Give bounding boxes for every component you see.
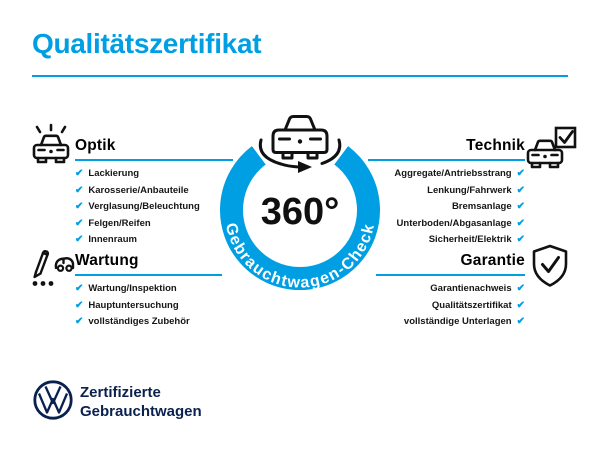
check-icon: ✔ xyxy=(75,217,84,229)
check-icon: ✔ xyxy=(516,217,525,229)
check-icon: ✔ xyxy=(516,283,525,294)
item-label: Hauptuntersuchung xyxy=(88,299,179,311)
check-icon: ✔ xyxy=(516,316,525,327)
section-title-technik: Technik xyxy=(466,137,525,154)
item-label: Unterboden/Abgasanlage xyxy=(396,217,512,229)
item-label: Verglasung/Beleuchtung xyxy=(88,201,200,212)
center-360-badge xyxy=(195,105,405,305)
section-title-garantie: Garantie xyxy=(460,252,525,269)
item-label: vollständiges Zubehör xyxy=(88,316,190,327)
item-label: Karosserie/Anbauteile xyxy=(88,184,189,196)
pencil-checklist-car-icon xyxy=(27,243,75,289)
item-label: Bremsanlage xyxy=(451,201,512,212)
check-icon: ✔ xyxy=(75,316,84,327)
car-front-checkbox-icon xyxy=(526,126,578,172)
item-label: Lackierung xyxy=(88,168,140,179)
check-icon: ✔ xyxy=(75,184,84,196)
check-icon: ✔ xyxy=(516,234,525,245)
degree-label: 360° xyxy=(260,191,340,233)
item-label: Felgen/Reifen xyxy=(88,217,151,229)
brand-line-1: Zertifizierte xyxy=(80,384,161,401)
brand-line-2: Gebrauchtwagen xyxy=(80,402,202,420)
shield-check-icon xyxy=(530,243,570,289)
section-title-optik: Optik xyxy=(75,137,116,154)
brand-name xyxy=(80,384,202,421)
car-front-shine-icon xyxy=(28,122,74,170)
check-icon: ✔ xyxy=(75,168,84,179)
header-divider xyxy=(32,75,568,77)
item-label: Lenkung/Fahrwerk xyxy=(427,184,512,196)
item-label: Qualitätszertifikat xyxy=(431,299,512,311)
check-icon: ✔ xyxy=(516,168,525,179)
rotate-arrowhead xyxy=(298,161,312,173)
item-label: vollständige Unterlagen xyxy=(403,316,512,327)
check-icon: ✔ xyxy=(516,184,525,196)
check-icon: ✔ xyxy=(75,299,84,311)
section-title-wartung: Wartung xyxy=(75,252,139,269)
checklist-item xyxy=(275,314,525,331)
check-icon: ✔ xyxy=(75,201,84,212)
item-label: Wartung/Inspektion xyxy=(88,283,177,294)
check-icon: ✔ xyxy=(516,299,525,311)
item-label: Garantienachweis xyxy=(430,283,512,294)
check-icon: ✔ xyxy=(516,201,525,212)
check-icon: ✔ xyxy=(75,283,84,294)
item-label: Innenraum xyxy=(88,234,137,245)
ring-label-text: Gebrauchtwagen-Check xyxy=(221,221,379,292)
item-label: Aggregate/Antriebsstrang xyxy=(394,168,512,179)
check-icon: ✔ xyxy=(75,234,84,245)
page-title: Qualitätszertifikat xyxy=(32,28,262,59)
item-label: Sicherheit/Elektrik xyxy=(428,234,512,245)
vw-logo xyxy=(32,379,74,421)
